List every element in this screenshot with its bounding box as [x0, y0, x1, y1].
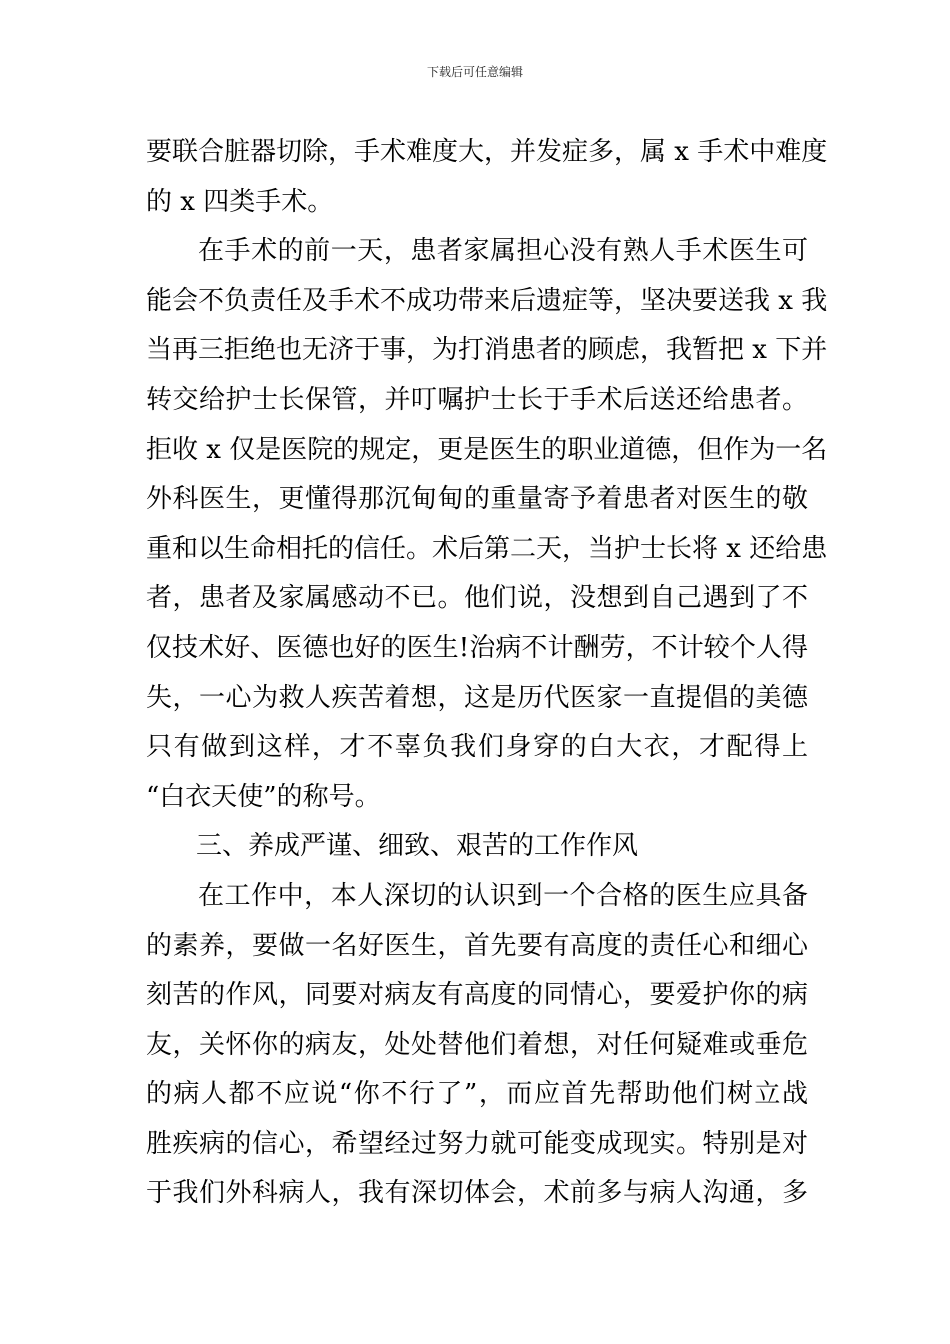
text-line: 要联合脏器切除，手术难度大，并发症多，属 x 手术中难度	[146, 137, 828, 167]
text-line: 外科医生，更懂得那沉甸甸的重量寄予着患者对医生的敬	[146, 484, 808, 515]
text-line: 的 x 四类手术。	[146, 186, 334, 217]
document-body	[146, 128, 828, 1219]
text-line: 仅技术好、医德也好的医生!治病不计酬劳，不计较个人得	[146, 632, 808, 663]
text-line: 胜疾病的信心，希望经过努力就可能变成现实。特别是对	[146, 1128, 808, 1159]
text-line: 转交给护士长保管，并叮嘱护士长于手术后送还给患者。	[146, 384, 808, 415]
text-line: 只有做到这样，才不辜负我们身穿的白大衣，才配得上	[146, 732, 808, 763]
paragraph-first-line: 在工作中，本人深切的认识到一个合格的医生应具备	[198, 880, 808, 911]
text-line: 刻苦的作风，同要对病友有高度的同情心，要爱护你的病	[146, 980, 808, 1011]
text-line: 失，一心为救人疾苦着想，这是历代医家一直提倡的美德	[146, 682, 808, 713]
text-line: 者，患者及家属感动不已。他们说，没想到自己遇到了不	[146, 583, 808, 614]
text-line: 于我们外科病人，我有深切体会，术前多与病人沟通，多	[146, 1178, 808, 1209]
text-line: 友，关怀你的病友，处处替他们着想，对任何疑难或垂危	[146, 1029, 808, 1060]
page-header: 下载后可任意编辑	[426, 65, 523, 79]
section-heading: 三、养成严谨、细致、艰苦的工作作风	[196, 831, 639, 862]
text-line: 拒收 x 仅是医院的规定，更是医生的职业道德，但作为一名	[146, 434, 828, 465]
text-line: “白衣天使”的称号。	[146, 781, 381, 812]
text-line: 的素养，要做一名好医生，首先要有高度的责任心和细心	[146, 930, 808, 961]
paragraph-first-line: 在手术的前一天，患者家属担心没有熟人手术医生可	[198, 236, 808, 267]
text-line: 当再三拒绝也无济于事，为打消患者的顾虑，我暂把 x 下并	[146, 335, 828, 366]
text-line: 重和以生命相托的信任。术后第二天，当护士长将 x 还给患	[146, 533, 828, 564]
text-line: 的病人都不应说“你不行了”，而应首先帮助他们树立战	[146, 1079, 808, 1110]
text-line: 能会不负责任及手术不成功带来后遗症等，坚决要送我 x 我	[146, 285, 828, 316]
